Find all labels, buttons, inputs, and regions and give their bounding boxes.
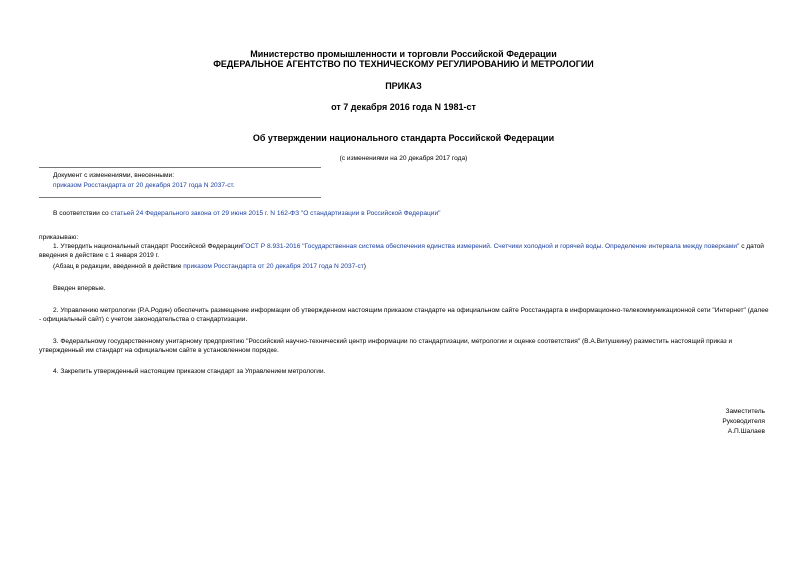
p1-note-prefix: (Абзац в редакции, введенной в действие bbox=[53, 263, 184, 270]
ministry-heading: Министерство промышленности и торговли Российской Федерации bbox=[250, 49, 557, 59]
law-article-link[interactable]: статьей 24 Федерального закона от 29 июня 2015 г. N 162-ФЗ "О стандартизации в Российской Федерации" bbox=[110, 210, 441, 217]
note-amendment-link[interactable]: приказом Росстандарта от 20 декабря 2017 года N 2037-ст. bbox=[53, 182, 235, 189]
amendment-note: (с изменениями на 20 декабря 2017 года) bbox=[339, 155, 468, 162]
order-date-number: от 7 декабря 2016 года N 1981-ст bbox=[331, 102, 476, 112]
p1-suffix: с датой введения в действие с 1 января 2019 г. bbox=[39, 243, 764, 259]
note-top-rule bbox=[39, 167, 321, 168]
prikazyvayu-text: приказываю: bbox=[39, 234, 79, 241]
p1-note-link[interactable]: приказом Росстандарта от 20 декабря 2017 года N 2037-ст bbox=[183, 263, 364, 270]
intro-paragraph bbox=[53, 209, 441, 218]
gost-link[interactable]: ГОСТ Р 8.931-2016 "Государственная система обеспечения единства измерений. Счетчики холодной и горячей воды. Определение интервала между поверками" bbox=[242, 243, 740, 250]
vveden-text: Введен впервые. bbox=[53, 285, 106, 292]
paragraph-3: 3. Федеральному государственному унитарному предприятию "Российский научно-технический центр информации по стандартизации, метрологии и оценке соответствия" (В.А.Витушкину) разместить настоящий приказ и утвержденный им стандарт на официальном сайте в установленном порядке. bbox=[39, 338, 733, 354]
intro-prefix: В соответствии со bbox=[53, 210, 111, 217]
note-line: Документ с изменениями, внесенными: bbox=[53, 172, 175, 179]
document-title: Об утверждении национального стандарта Российской Федерации bbox=[252, 133, 555, 143]
signature-block bbox=[722, 407, 765, 437]
order-heading: ПРИКАЗ bbox=[385, 81, 422, 91]
agency-heading: ФЕДЕРАЛЬНОЕ АГЕНТСТВО ПО ТЕХНИЧЕСКОМУ РЕГУЛИРОВАНИЮ И МЕТРОЛОГИИ bbox=[213, 59, 594, 69]
paragraph-1 bbox=[39, 242, 769, 260]
paragraph-4: 4. Закрепить утвержденный настоящим приказом стандарт за Управлением метрологии. bbox=[53, 368, 326, 375]
note-bottom-rule bbox=[39, 197, 321, 198]
signature-line-2: Руководителя bbox=[722, 418, 765, 425]
p1-prefix: 1. Утвердить национальный стандарт Российской Федерации bbox=[53, 243, 243, 250]
paragraph-1-edit-note bbox=[53, 262, 366, 271]
signature-line-1: Заместитель bbox=[725, 408, 765, 415]
paragraph-2: 2. Управлению метрологии (Р.А.Родин) обеспечить размещение информации об утвержденном настоящим приказом стандарте на официальном сайте Росстандарта в информационно-телекоммуникационной сети "Интернет" (далее - официальный сайт) с учетом законодательства о стандартизации. bbox=[39, 307, 769, 323]
signature-name: А.П.Шалаев bbox=[727, 428, 765, 435]
p1-note-suffix: ) bbox=[363, 263, 366, 270]
